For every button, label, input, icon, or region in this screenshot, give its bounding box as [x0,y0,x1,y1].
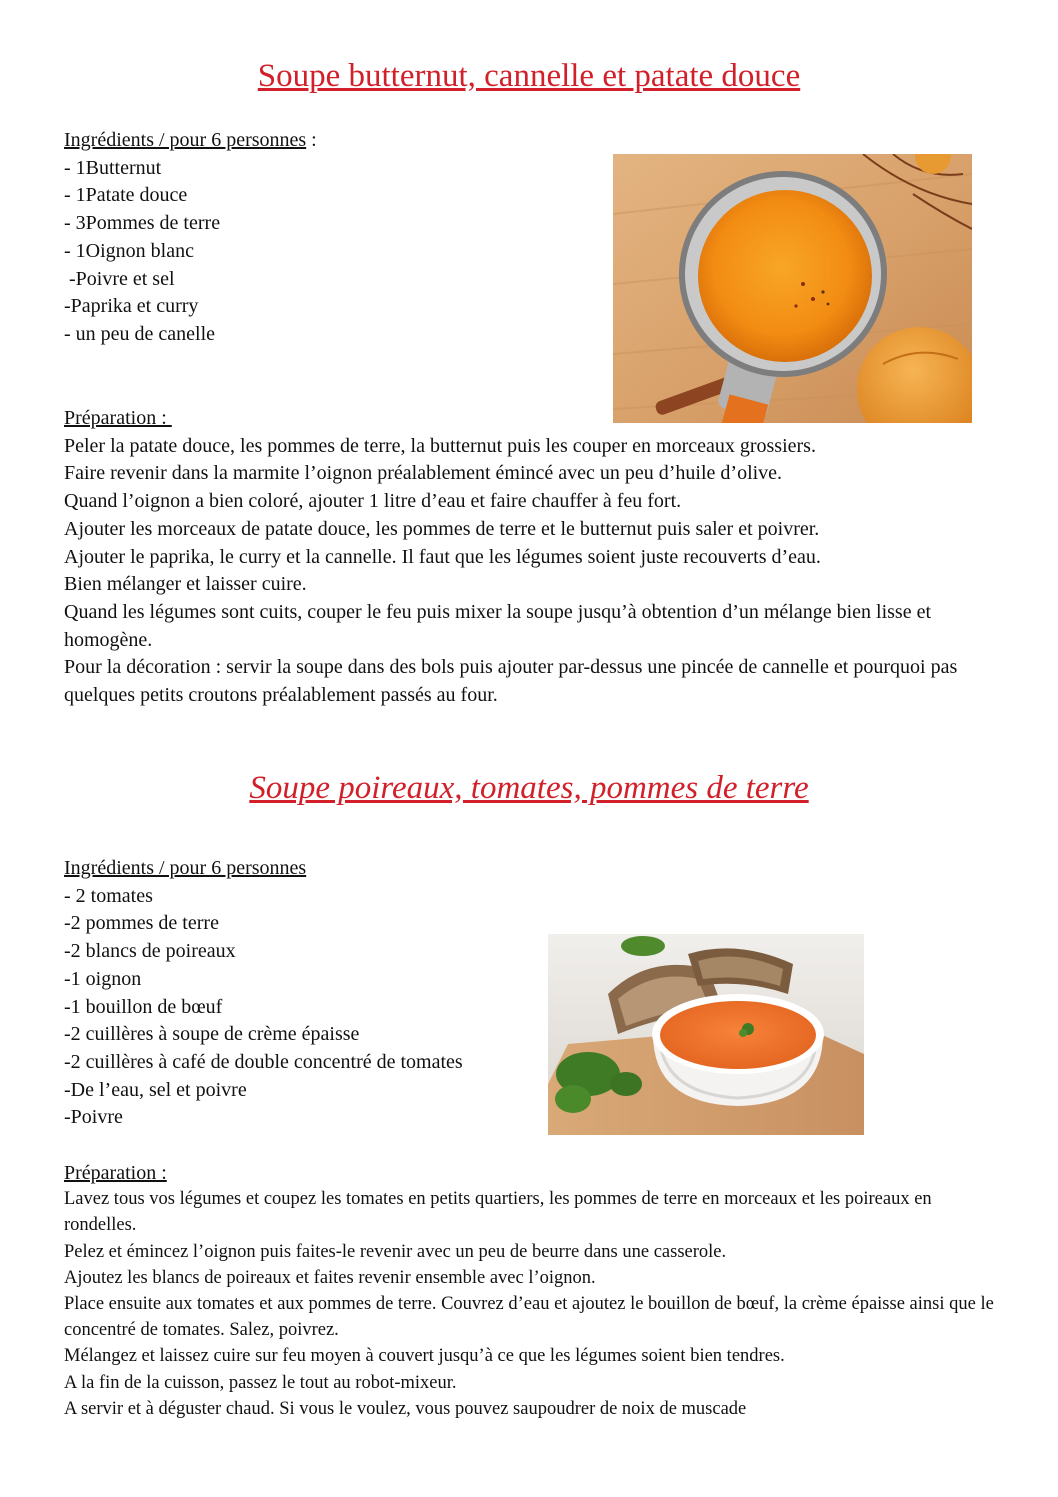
ingredient-item: - 1Patate douce [64,184,188,207]
recipe1-preparation-heading-line [64,405,999,433]
ingredient-item: -De l’eau, sel et poivre [64,1078,247,1101]
preparation-step: A servir et à déguster chaud. Si vous le voulez, vous pouvez saupoudrer de noix de muscade [64,1398,747,1419]
recipe2-preparation-section [64,1160,994,1422]
ingredient-item: -Paprika et curry [64,295,199,318]
recipe1-ingredients-section [64,127,604,349]
ingredient-item: - 3Pommes de terre [64,212,221,235]
preparation-step: Quand l’oignon a bien coloré, ajouter 1 litre d’eau et faire chauffer à feu fort. [64,490,682,513]
preparation-step: A la fin de la cuisson, passez le tout au robot-mixeur. [64,1372,457,1393]
ingredient-item: -Poivre [64,1106,123,1129]
ingredient-item: -2 blancs de poireaux [64,940,236,963]
recipe2-ingredients-heading-line [64,855,544,883]
ingredient-item: -2 pommes de terre [64,912,219,935]
ingredient-item: - 1Butternut [64,156,162,179]
soup-bowl-image [548,934,864,1135]
recipe2-ingredients-section [64,855,544,1132]
recipe1-ingredients-heading-line [64,127,604,155]
recipe2-ingredients-list [64,883,544,1132]
ingredient-item: - 2 tomates [64,884,153,907]
ingredient-item: - 1Oignon blanc [64,239,194,262]
preparation-step: Lavez tous vos légumes et coupez les tomates en petits quartiers, les pommes de terre en morceaux et les poireaux en rondelles. [64,1189,932,1236]
recipe2-ingredients-heading: Ingrédients / pour 6 personnes [64,857,307,879]
soup-saucepan-image [613,154,972,423]
recipe1-ingredients-heading-suffix: : [306,129,317,151]
ingredient-item: -2 cuillères à café de double concentré de tomates [64,1050,463,1073]
recipe2-preparation-heading-line [64,1160,994,1186]
recipe1-title: Soupe butternut, cannelle et patate douce [257,58,801,94]
recipe2-preparation-heading: Préparation : [64,1162,167,1184]
preparation-step: Pelez et émincez l’oignon puis faites-le revenir avec un peu de beurre dans une casserole. [64,1241,727,1262]
recipe1-ingredients-heading: Ingrédients / pour 6 personnes [64,129,307,151]
preparation-step: Place ensuite aux tomates et aux pommes de terre. Couvrez d’eau et ajoutez le bouillon de bœuf, la crème épaisse ainsi que le concentré de tomates. Salez, poivrez. [64,1294,994,1341]
preparation-step: Pour la décoration : servir la soupe dans des bols puis ajouter par-dessus une pincée de cannelle et pourquoi pas quelques petits croutons préalablement passés au four. [64,656,958,707]
butternut-soup-photo [613,154,972,423]
tomato-soup-photo [548,934,864,1135]
recipe2-title: Soupe poireaux, tomates, pommes de terre [249,770,809,806]
ingredient-item: -1 oignon [64,967,142,990]
preparation-step: Quand les légumes sont cuits, couper le feu puis mixer la soupe jusqu’à obtention d’un mélange bien lisse et homogène. [64,600,932,651]
recipe1-preparation-heading: Préparation : [64,407,172,429]
recipe1-preparation-section [64,405,999,710]
preparation-step: Ajouter les morceaux de patate douce, les pommes de terre et le butternut puis saler et poivrer. [64,517,820,540]
recipe1-ingredients-list [64,155,604,349]
ingredient-item: -Poivre et sel [64,267,175,290]
ingredient-item: - un peu de canelle [64,322,216,345]
ingredient-item: -2 cuillères à soupe de crème épaisse [64,1023,360,1046]
preparation-step: Ajouter le paprika, le curry et la cannelle. Il faut que les légumes soient juste recouverts d’eau. [64,545,821,568]
preparation-step: Bien mélanger et laisser cuire. [64,573,307,596]
preparation-step: Faire revenir dans la marmite l’oignon préalablement émincé avec un peu d’huile d’olive. [64,462,783,485]
preparation-step: Mélangez et laissez cuire sur feu moyen à couvert jusqu’à ce que les légumes soient bien tendres. [64,1346,785,1367]
preparation-step: Ajoutez les blancs de poireaux et faites revenir ensemble avec l’oignon. [64,1267,596,1288]
preparation-step: Peler la patate douce, les pommes de terre, la butternut puis les couper en morceaux grossiers. [64,434,816,457]
ingredient-item: -1 bouillon de bœuf [64,995,223,1018]
